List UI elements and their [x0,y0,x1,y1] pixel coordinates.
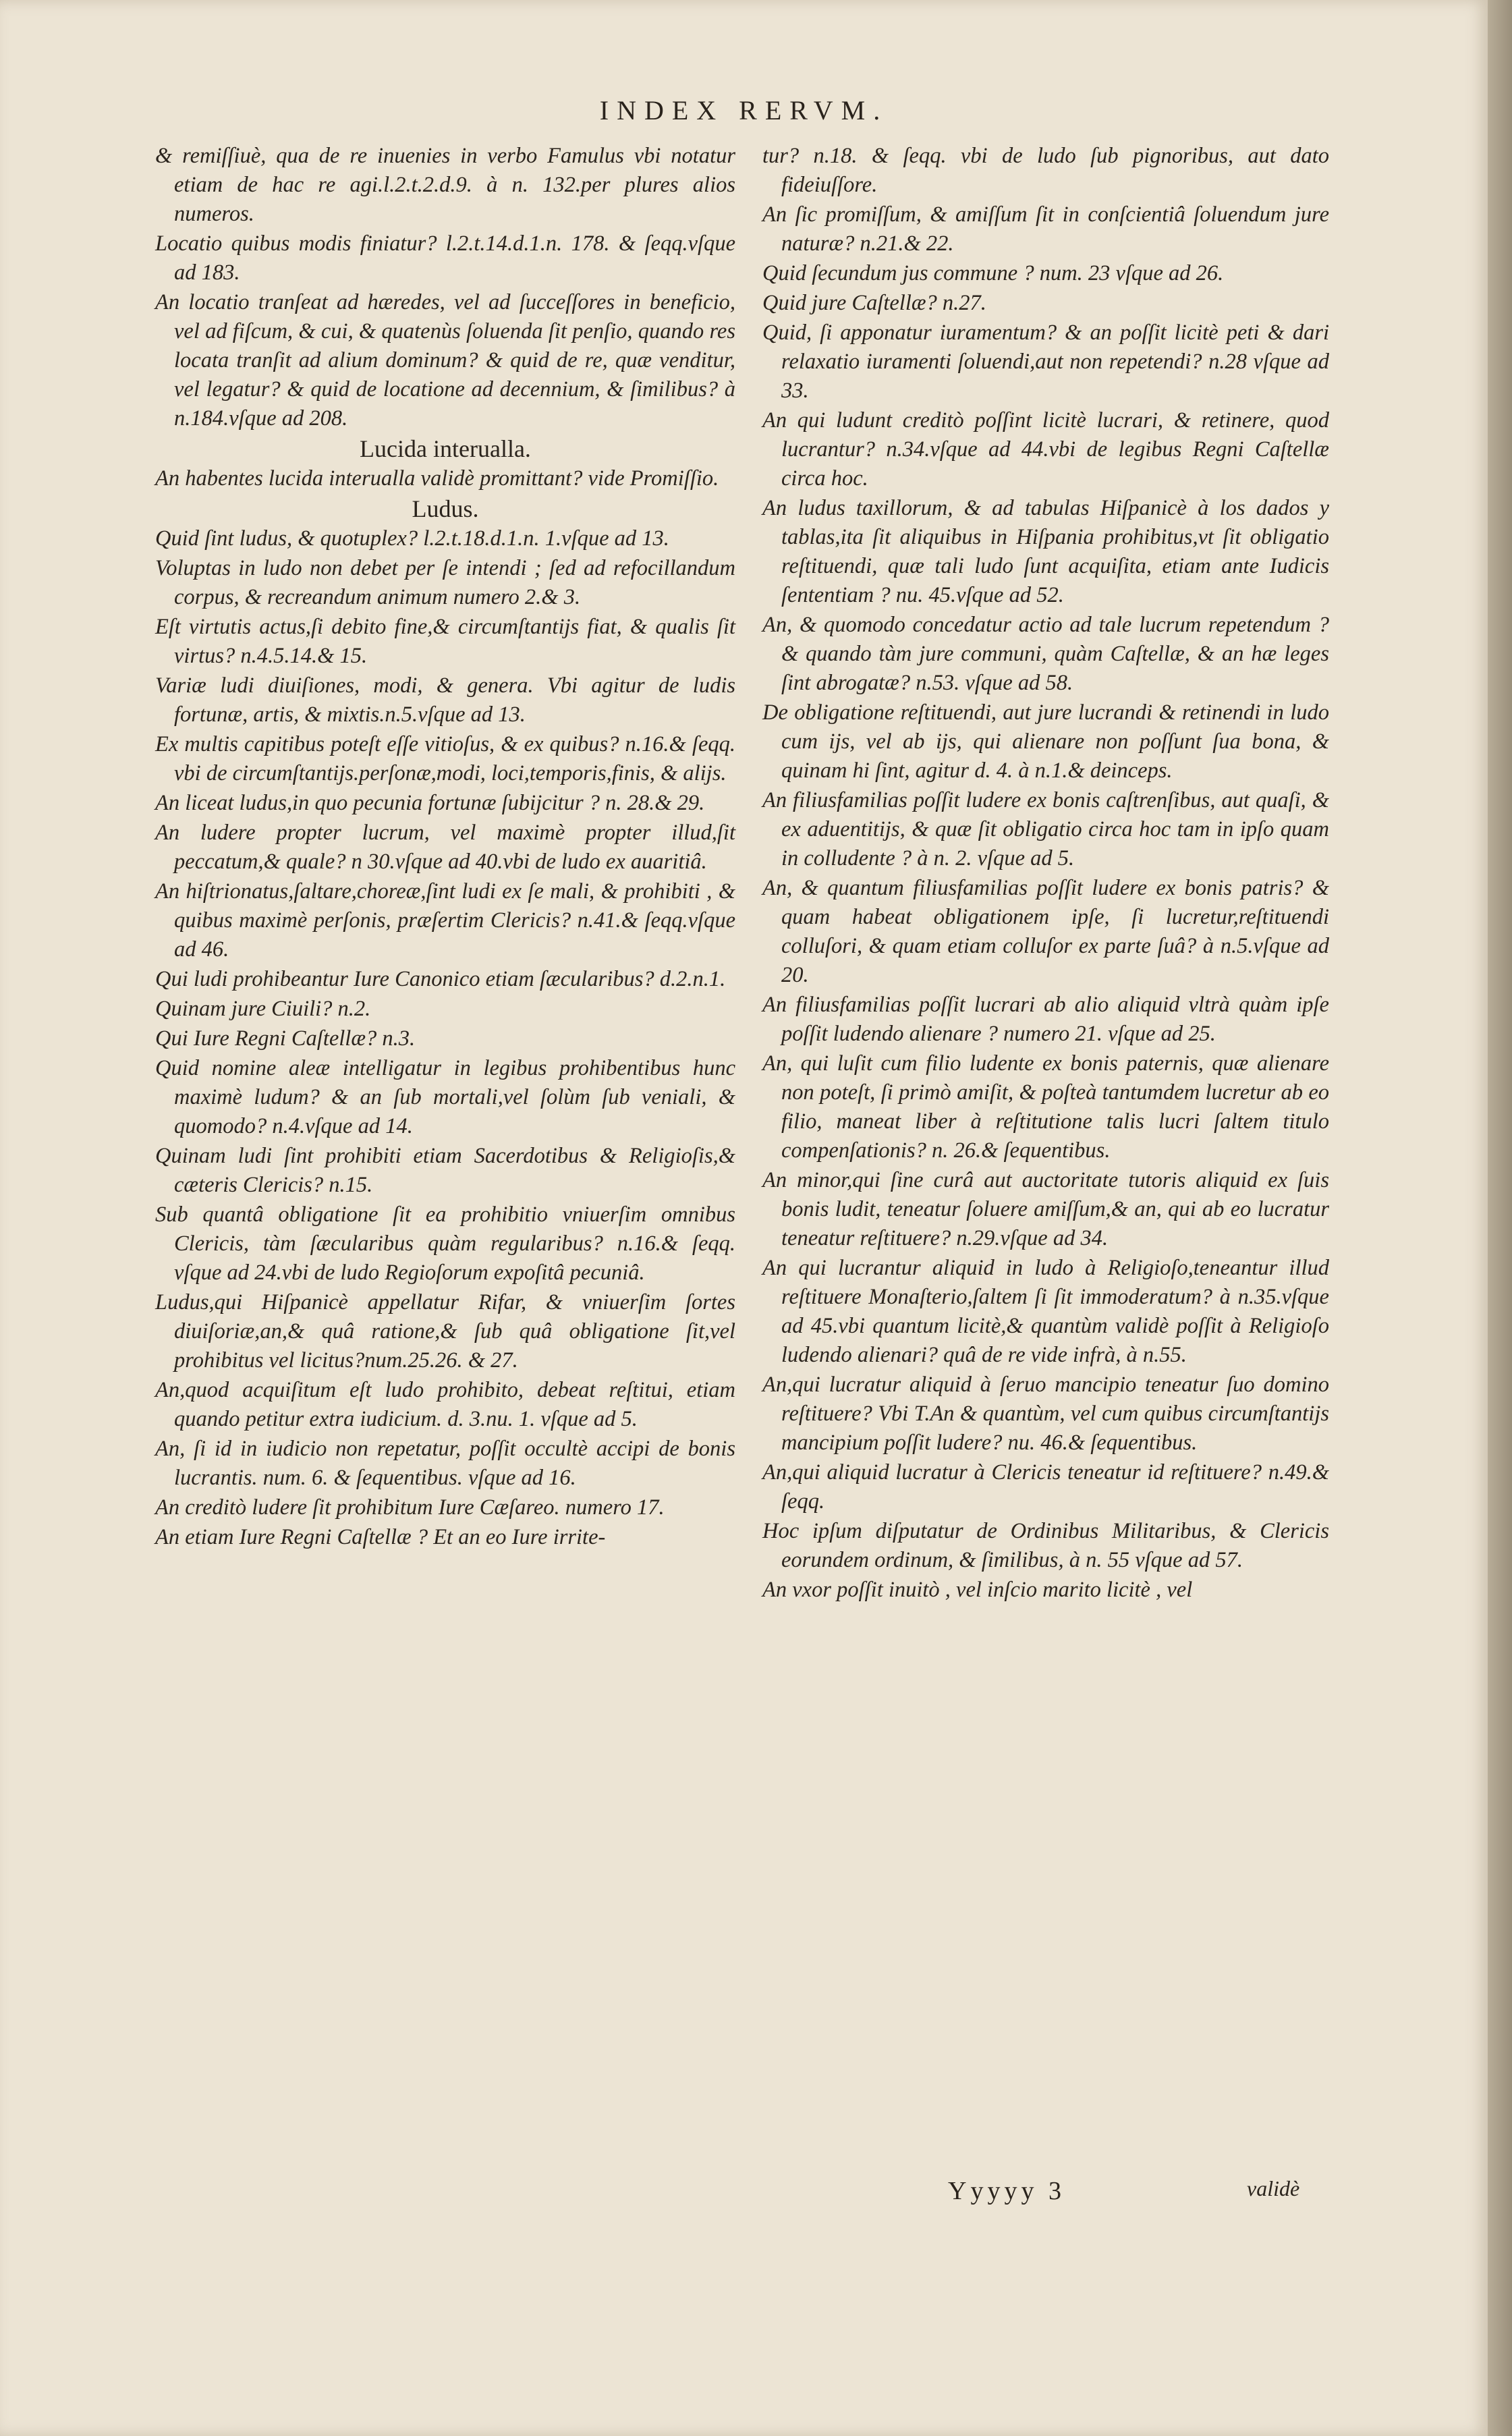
index-entry: Qui Iure Regni Caſtellæ? n.3. [155,1026,416,1051]
index-entry: Quinam jure Ciuili? n.2. [155,997,371,1021]
index-entry: Ludus,qui Hiſpanicè appellatur Rifar, & vniuerſim ſortes diuiſoriæ,an,& quâ ratione,& ſub quâ obligatione ſit,vel prohibitus vel licitus?num.25.26. & 27. [155,1290,735,1373]
index-entry: Variæ ludi diuiſiones, modi, & genera. Vbi agitur de ludis fortunæ, artis, & mixtis.n.5.vſque ad 13. [155,673,735,727]
page-edge [1488,0,1512,2436]
index-entry: Eſt virtutis actus,ſi debito fine,& circumſtantijs fiat, & qualis ſit virtus? n.4.5.14.& 15. [155,615,735,668]
catchword: validè [1247,2176,1300,2200]
index-entry: Quid ſint ludus, & quotuplex? l.2.t.18.d.1.n. 1.vſque ad 13. [155,526,669,551]
index-entry: & remiſſiuè, qua de re inuenies in verbo Famulus vbi notatur etiam de hac re agi.l.2.t.2.d.9. à n. 132.per plures alios numeros. [155,144,735,226]
index-entry: Qui ludi prohibeantur Iure Canonico etiam ſæcularibus? d.2.n.1. [155,967,726,991]
index-entry: An creditò ludere ſit prohibitum Iure Cæſareo. numero 17. [155,1495,665,1520]
index-entry: Quid, ſi apponatur iuramentum? & an poſſit licitè peti & dari relaxatio iuramenti ſoluendi,aut non repetendi? n.28 vſque ad 33. [762,321,1329,403]
index-entry: De obligatione reſtituendi, aut jure lucrandi & retinendi in ludo cum ijs, vel ab ijs, qui alienare non poſſunt ſua bona, & quinam hi ſint, agitur d. 4. à n.1.& deinceps. [762,700,1329,783]
index-entry: Sub quantâ obligatione ſit ea prohibitio vniuerſim omnibus Clericis, tàm ſæcularibus quàm regularibus? n.16.& ſeqq. vſque ad 24.vbi de ludo Regioſorum expoſitâ pecuniâ. [155,1202,735,1285]
index-entry: An,qui lucratur aliquid à ſeruo mancipio teneatur ſuo domino reſtituere? Vbi T.An & quantùm, vel cum quibus circumſtantijs mancipium poſſit ludere? nu. 46.& ſequentibus. [762,1373,1329,1455]
index-entry: An, & quantum filiusfamilias poſſit ludere ex bonis patris? & quam habeat obligationem ipſe, ſi lucretur,reſtituendi colluſori, & quam etiam colluſor ex parte ſuâ? à n.5.vſque ad 20. [762,876,1329,987]
index-entry: An, qui luſit cum filio ludente ex bonis paternis, quæ alienare non poteſt, ſi primò amiſit, & poſteà tantumdem lucretur ab eo filio, maneat liber à reſtitutione talis lucri ſaltem titulo compenſationis? n. 26.& ſequentibus. [762,1051,1329,1163]
running-head: INDEX RERVM. [599,95,889,126]
index-entry: An ludus taxillorum, & ad tabulas Hiſpanicè à los dados y tablas,ita ſit aliquibus in Hiſpania prohibitus,vt ſit obligatio reſtituendi, quæ tali ludo ſunt acquiſita, etiam ante Iudicis ſententiam ? nu. 45.vſque ad 52. [762,496,1329,607]
index-entry: tur? n.18. & ſeqq. vbi de ludo ſub pignoribus, aut dato fideiuſſore. [762,144,1329,197]
index-entry: Voluptas in ludo non debet per ſe intendi ; ſed ad refocillandum corpus, & recreandum animum numero 2.& 3. [155,556,735,609]
index-entry: An filiusfamilias poſſit ludere ex bonis caſtrenſibus, aut quaſi, & ex aduentitijs, & quæ ſit obligatio circa hoc tam in ipſo quam in colludente ? à n. 2. vſque ad 5. [762,788,1329,870]
index-entry: An,qui aliquid lucratur à Clericis teneatur id reſtituere? n.49.& ſeqq. [762,1460,1329,1514]
left-column [155,142,735,1553]
index-entry: An,quod acquiſitum eſt ludo prohibito, debeat reſtitui, etiam quando petitur extra iudicium. d. 3.nu. 1. vſque ad 5. [155,1378,735,1431]
index-entry: An filiusfamilias poſſit lucrari ab alio aliquid vltrà quàm ipſe poſſit ludendo alienare ? numero 21. vſque ad 25. [762,993,1329,1046]
index-entry: Locatio quibus modis finiatur? l.2.t.14.d.1.n. 178. & ſeqq.vſque ad 183. [155,231,735,285]
index-entry: Ex multis capitibus poteſt eſſe vitioſus, & ex quibus? n.16.& ſeqq. vbi de circumſtantijs.perſonæ,modi, loci,temporis,finis, & alijs. [155,732,735,785]
index-entry: Quid nomine aleæ intelligatur in legibus prohibentibus hunc maximè ludum? & an ſub mortali,vel ſolùm ſub veniali, & quomodo? n.4.vſque ad 14. [155,1056,735,1138]
index-entry: An vxor poſſit inuitò , vel inſcio marito licitè , vel [762,1578,1193,1602]
index-entry: An etiam Iure Regni Caſtellæ ? Et an eo Iure irrite- [155,1525,606,1549]
index-entry: Quid jure Caſtellæ? n.27. [762,291,986,315]
index-entry: Hoc ipſum diſputatur de Ordinibus Militaribus, & Clericis eorundem ordinum, & ſimilibus, à n. 55 vſque ad 57. [762,1519,1329,1572]
index-entry: An qui ludunt creditò poſſint licitè lucrari, & retinere, quod lucrantur? n.34.vſque ad 44.vbi de legibus Regni Caſtellæ circa hoc. [762,408,1329,491]
index-entry: An qui lucrantur aliquid in ludo à Religioſo,teneantur illud reſtituere Monaſterio,ſaltem ſi ſit immoderatum? à n.35.vſque ad 45.vbi quantum licitè,& quantùm validè poſſit à Religioſo ludendo alienari? quâ de re vide infrà, à n.55. [762,1256,1329,1367]
index-heading: Ludus. [412,495,479,522]
signature-mark: Yyyyy 3 [948,2177,1065,2205]
index-entry: An ludere propter lucrum, vel maximè propter illud,ſit peccatum,& quale? n 30.vſque ad 40.vbi de ludo ex auaritiâ. [155,821,735,874]
index-heading: Lucida interualla. [360,435,531,462]
index-entry: An liceat ludus,in quo pecunia fortunæ ſubijcitur ? n. 28.& 29. [155,791,705,815]
right-column [762,142,1329,1605]
index-entry: An habentes lucida interualla validè promittant? vide Promiſſio. [155,466,719,491]
index-entry: An locatio tranſeat ad hæredes, vel ad ſucceſſores in beneficio, vel ad fiſcum, & cui, & quatenùs ſoluenda ſit penſio, quando res locata tranſit ad alium dominum? & quid de re, quæ venditur, vel legatur? & quid de locatione ad decennium, & ſimilibus? à n.184.vſque ad 208. [155,290,735,431]
index-entry: An, & quomodo concedatur actio ad tale lucrum repetendum ? & quando tàm jure communi, quàm Caſtellæ, & an hæ leges ſint abrogatæ? n.53. vſque ad 58. [762,613,1329,695]
index-entry: An minor,qui ſine curâ aut auctoritate tutoris aliquid ex ſuis bonis ludit, teneatur ſoluere amiſſum,& an, qui ab eo lucratur teneatur reſtituere? n.29.vſque ad 34. [762,1168,1329,1250]
index-entry: Quid ſecundum jus commune ? num. 23 vſque ad 26. [762,261,1224,285]
index-entry: An ſic promiſſum, & amiſſum ſit in conſcientiâ ſoluendum jure naturæ? n.21.& 22. [762,202,1329,256]
index-entry: An hiſtrionatus,ſaltare,choreæ,ſint ludi ex ſe mali, & prohibiti , & quibus maximè perſonis, præſertim Clericis? n.41.& ſeqq.vſque ad 46. [155,879,735,962]
index-entry: An, ſi id in iudicio non repetatur, poſſit occultè accipi de bonis lucrantis. num. 6. & ſequentibus. vſque ad 16. [155,1437,735,1490]
index-entry: Quinam ludi ſint prohibiti etiam Sacerdotibus & Religioſis,& cæteris Clericis? n.15. [155,1144,735,1197]
